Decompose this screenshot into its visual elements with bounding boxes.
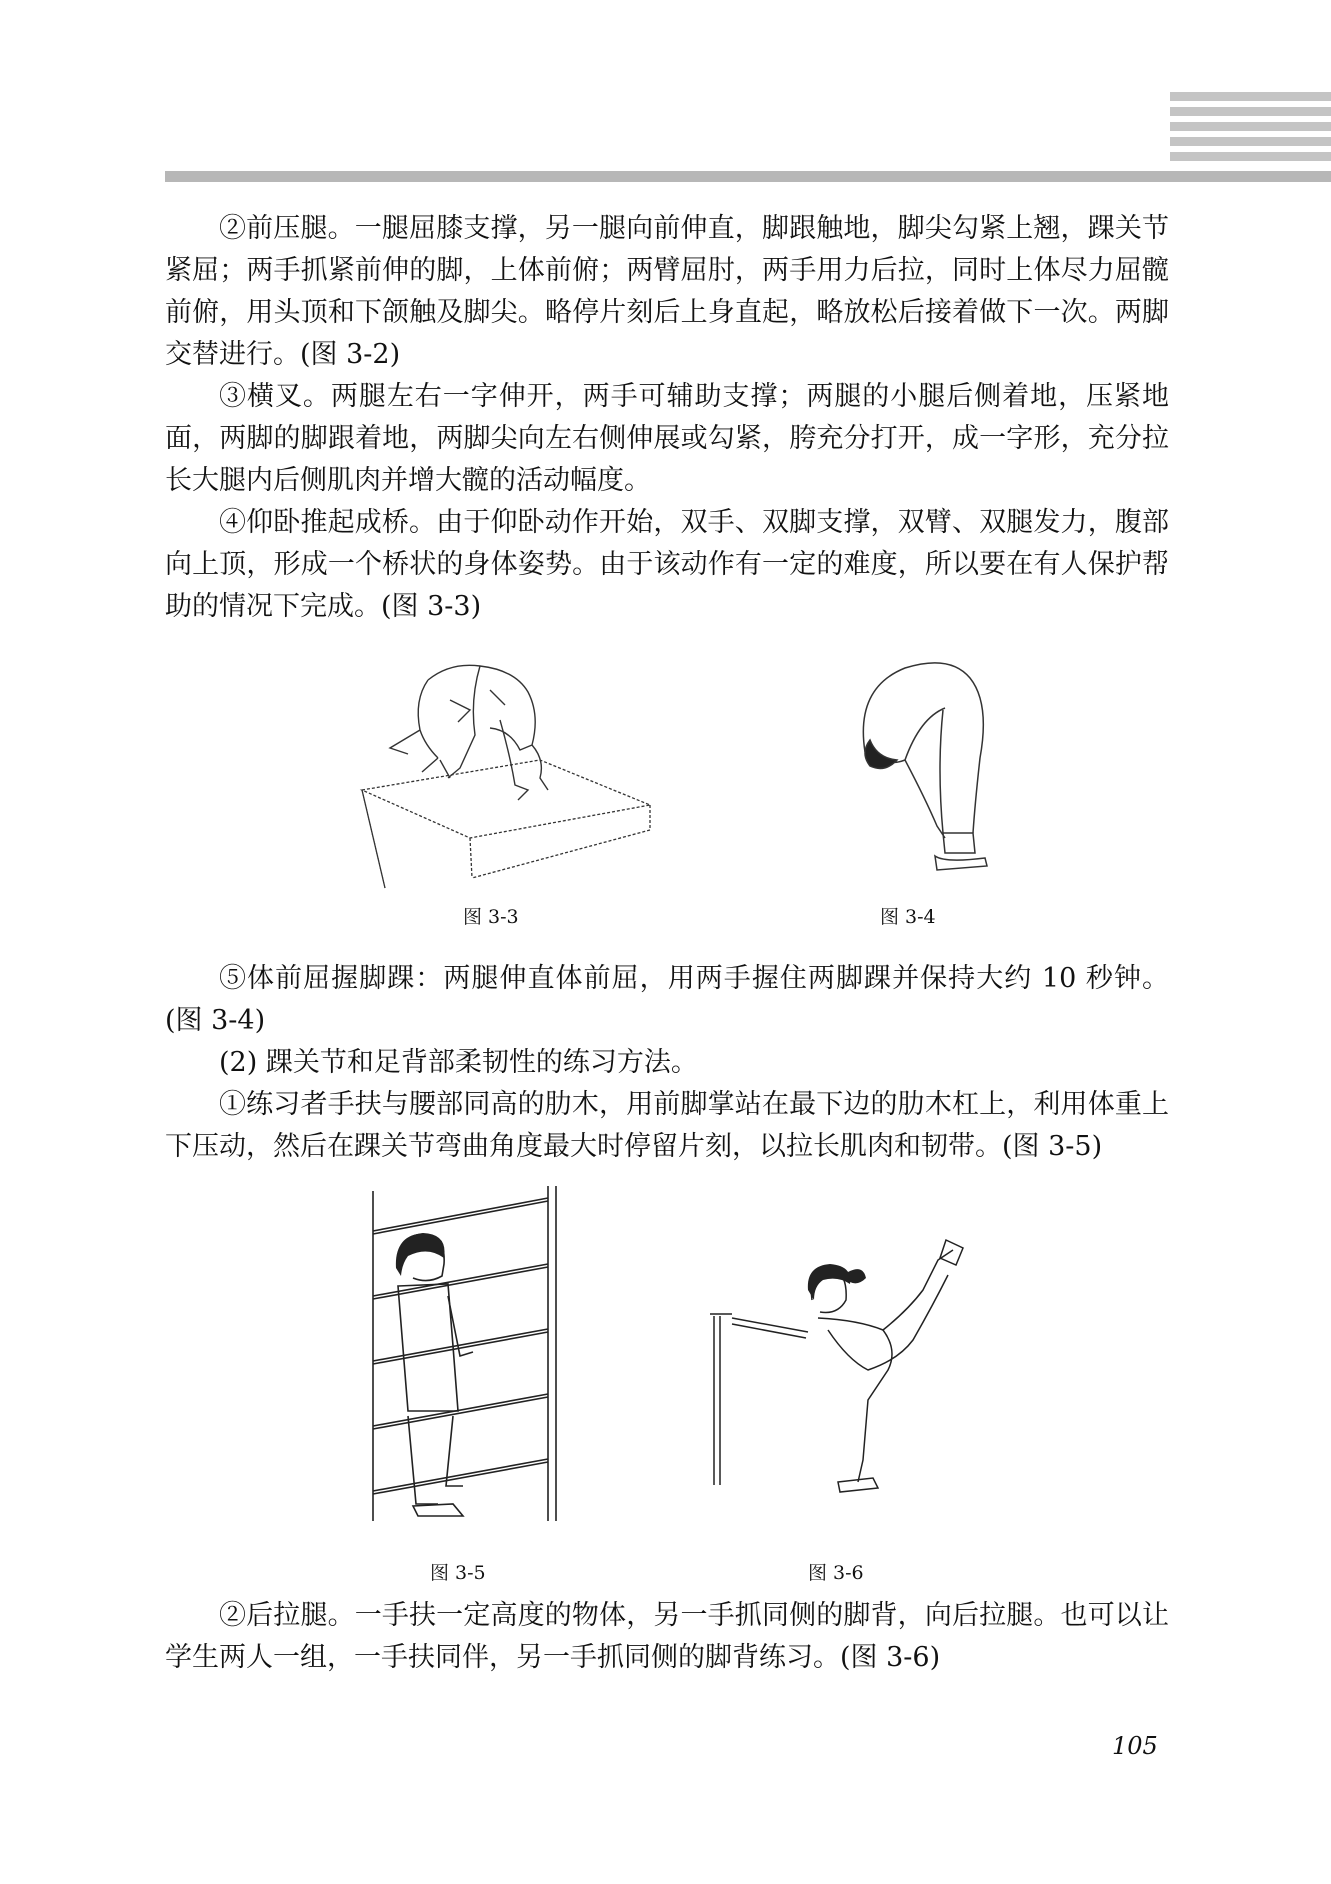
header-stripe (1170, 152, 1331, 161)
figure-3-6-illustration (708, 1220, 966, 1510)
paragraph-wall-bars: ①练习者手扶与腰部同高的肋木，用前脚掌站在最下边的肋木杠上，利用体重上下压动，然后在踝关节弯曲角度最大时停留片刻，以拉长肌肉和韧带。(图 3-5) (165, 1089, 1169, 1162)
figure-3-6-caption: 图 3-6 (808, 1562, 864, 1584)
figure-3-5-caption: 图 3-5 (430, 1562, 486, 1584)
header-stripe (1170, 92, 1331, 101)
figure-3-4-caption: 图 3-4 (880, 906, 936, 928)
figure-3-5-illustration (368, 1186, 560, 1524)
paragraph-back-pull-leg: ②后拉腿。一手扶一定高度的物体，另一手抓同侧的脚背，向后拉腿。也可以让学生两人一组，一手扶同伴，另一手抓同侧的脚背练习。(图 3-6) (165, 1600, 1169, 1673)
paragraph-front-press-leg: ②前压腿。一腿屈膝支撑，另一腿向前伸直，脚跟触地，脚尖勾紧上翘，踝关节紧屈；两手抓紧前伸的脚，上体前俯；两臂屈肘，两手用力后拉，同时上体尽力屈髋前俯，用头顶和下颌触及脚尖。略停片刻后上身直起，略放松后接着做下一次。两脚交替进行。(图 3-2) (165, 213, 1169, 370)
header-stripe (1170, 122, 1331, 131)
header-stripe (1170, 137, 1331, 146)
paragraph-bridge: ④仰卧推起成桥。由于仰卧动作开始，双手、双脚支撑，双臂、双腿发力，腹部向上顶，形成一个桥状的身体姿势。由于该动作有一定的难度，所以要在有人保护帮助的情况下完成。(图 3-3) (165, 507, 1169, 622)
figure-3-3-illustration (350, 660, 670, 892)
page-number: 105 (1112, 1732, 1158, 1760)
header-rule (165, 171, 1331, 182)
header-stripe (1170, 107, 1331, 116)
paragraph-ankle-grip: ⑤体前屈握脚踝：两腿伸直体前屈，用两手握住两脚踝并保持大约 10 秒钟。(图 3-4) (165, 963, 1169, 1036)
paragraph-side-split: ③横叉。两腿左右一字伸开，两手可辅助支撑；两腿的小腿后侧着地，压紧地面，两脚的脚跟着地，两脚尖向左右侧伸展或勾紧，胯充分打开，成一字形，充分拉长大腿内后侧肌肉并增大髋的活动幅度。 (165, 381, 1169, 496)
paragraph-ankle-methods-heading: (2) 踝关节和足背部柔韧性的练习方法。 (219, 1047, 698, 1078)
figure-3-3-caption: 图 3-3 (463, 906, 519, 928)
figure-3-4-illustration (825, 648, 1005, 886)
